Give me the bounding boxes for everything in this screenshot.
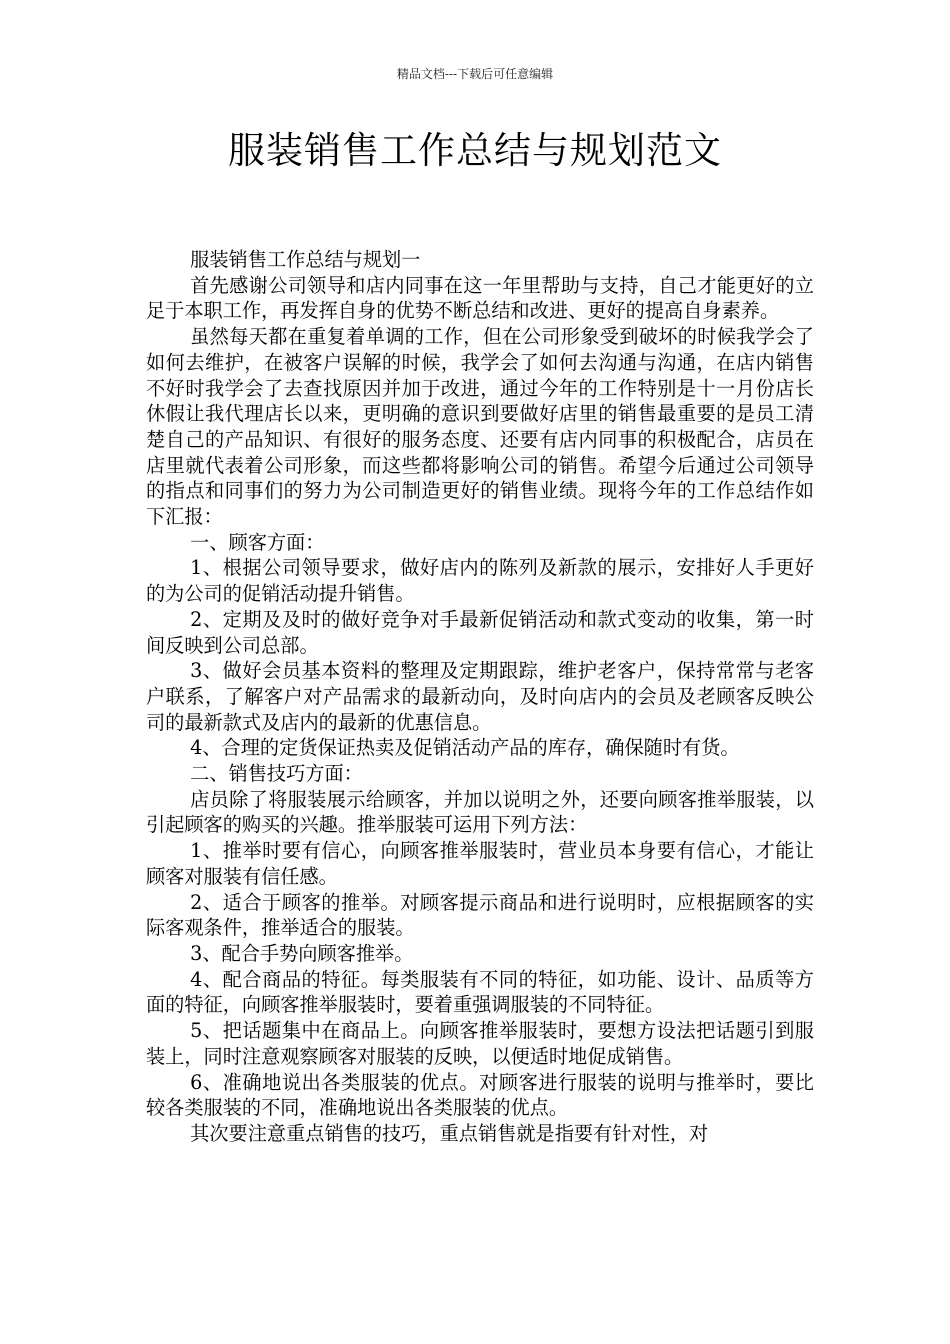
list-item: 5、把话题集中在商品上。向顾客推举服装时，要想方设法把话题引到服装上，同时注意观察顾客对服装的反映，以便适时地促成销售。 xyxy=(146,1019,814,1068)
paragraph: 店员除了将服装展示给顾客，并加以说明之外，还要向顾客推举服装，以引起顾客的购买的兴趣。推举服装可运用下列方法： xyxy=(146,787,814,837)
paragraph: 虽然每天都在重复着单调的工作，但在公司形象受到破坏的时候我学会了如何去维护，在被客户误解的时候，我学会了如何去沟通与沟通，在店内销售不好时我学会了去查找原因并加于改进，通过今年的工作特别是十一月份店长休假让我代理店长以来，更明确的意识到要做好店里的销售最重要的是员工清楚自己的产品知识、有很好的服务态度、还要有店内同事的积极配合，店员在店里就代表着公司形象，而这些都将影响公司的销售。希望今后通过公司领导的指点和同事们的努力为公司制造更好的销售业绩。现将今年的工作总结作如下汇报： xyxy=(146,325,814,529)
section-heading: 二、销售技巧方面： xyxy=(190,762,363,786)
header-note: 精品文档---下载后可任意编辑 xyxy=(396,67,554,81)
list-item: 2、定期及及时的做好竞争对手最新促销活动和款式变动的收集，第一时间反映到公司总部。 xyxy=(146,607,814,657)
paragraph: 首先感谢公司领导和店内同事在这一年里帮助与支持，自己才能更好的立足于本职工作，再发挥自身的优势不断总结和改进、更好的提高自身素养。 xyxy=(146,273,814,323)
list-item: 4、合理的定货保证热卖及促销活动产品的库存，确保随时有货。 xyxy=(190,736,740,760)
document-body xyxy=(146,247,814,1147)
list-item: 2、适合于顾客的推举。对顾客提示商品和进行说明时，应根据顾客的实际客观条件，推举适合的服装。 xyxy=(146,890,814,940)
list-item: 1、根据公司领导要求，做好店内的陈列及新款的展示，安排好人手更好的为公司的促销活动提升销售。 xyxy=(146,556,814,606)
section-heading: 一、顾客方面： xyxy=(190,530,325,554)
list-item: 1、推举时要有信心，向顾客推举服装时，营业员本身要有信心，才能让顾客对服装有信任感。 xyxy=(146,839,814,888)
list-item: 4、配合商品的特征。每类服装有不同的特征，如功能、设计、品质等方面的特征，向顾客推举服装时，要着重强调服装的不同特征。 xyxy=(146,967,814,1017)
section-heading: 服装销售工作总结与规划一 xyxy=(190,248,421,271)
list-item: 3、做好会员基本资料的整理及定期跟踪，维护老客户，保持常常与老客户联系，了解客户对产品需求的最新动向，及时向店内的会员及老顾客反映公司的最新款式及店内的最新的优惠信息。 xyxy=(146,659,814,734)
document-title: 服装销售工作总结与规划范文 xyxy=(228,129,722,172)
list-item: 3、配合手势向顾客推举。 xyxy=(190,941,414,965)
paragraph: 其次要注意重点销售的技巧，重点销售就是指要有针对性，对 xyxy=(190,1121,709,1145)
list-item: 6、准确地说出各类服装的优点。对顾客进行服装的说明与推举时，要比较各类服装的不同，准确地说出各类服装的优点。 xyxy=(146,1070,814,1120)
